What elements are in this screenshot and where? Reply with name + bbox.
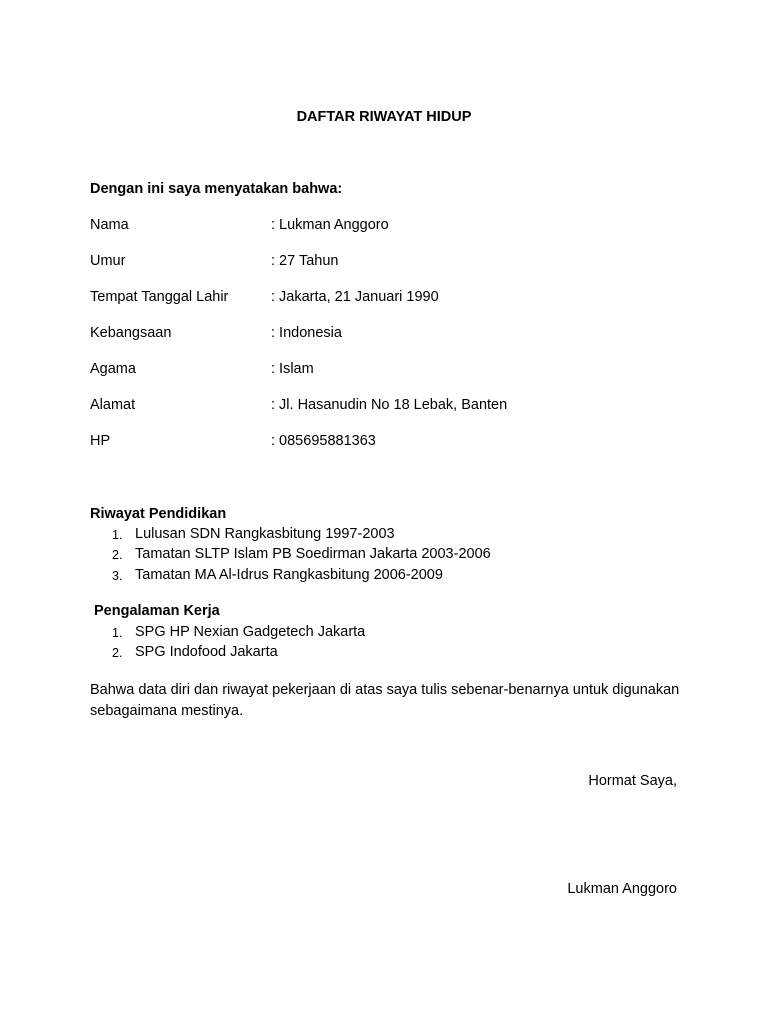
field-value-hp: : 085695881363 (271, 433, 376, 449)
closing-salutation: Hormat Saya, (588, 773, 677, 789)
work-heading: Pengalaman Kerja (94, 603, 220, 619)
list-item-number: 1. (112, 528, 123, 542)
field-label-ttl: Tempat Tanggal Lahir (90, 289, 229, 305)
field-label-alamat: Alamat (90, 397, 136, 413)
list-item-number: 2. (112, 646, 123, 660)
field-value-ttl: : Jakarta, 21 Januari 1990 (271, 289, 439, 305)
field-value-agama: : Islam (271, 361, 314, 377)
list-item-number: 1. (112, 626, 123, 640)
work-item: SPG Indofood Jakarta (135, 644, 278, 660)
field-value-umur: : 27 Tahun (271, 253, 339, 269)
work-item: SPG HP Nexian Gadgetech Jakarta (135, 624, 366, 640)
education-heading: Riwayat Pendidikan (90, 506, 227, 522)
field-label-umur: Umur (90, 253, 126, 269)
field-value-alamat: : Jl. Hasanudin No 18 Lebak, Banten (271, 397, 508, 413)
intro-statement: Dengan ini saya menyatakan bahwa: (90, 181, 343, 197)
education-item: Lulusan SDN Rangkasbitung 1997-2003 (135, 526, 395, 542)
field-label-nama: Nama (90, 217, 129, 233)
closing-statement: Bahwa data diri dan riwayat pekerjaan di atas saya tulis sebenar-benarnya untuk digunakan sebagaimana mestinya. (90, 682, 680, 719)
list-item-number: 3. (112, 569, 123, 583)
field-value-nama: : Lukman Anggoro (271, 217, 389, 233)
education-item: Tamatan SLTP Islam PB Soedirman Jakarta 2003-2006 (135, 546, 491, 562)
education-item: Tamatan MA Al-Idrus Rangkasbitung 2006-2009 (135, 567, 443, 583)
list-item-number: 2. (112, 548, 123, 562)
field-label-hp: HP (90, 433, 111, 449)
field-label-agama: Agama (90, 361, 136, 377)
signature-name: Lukman Anggoro (567, 881, 677, 897)
field-label-kebangsaan: Kebangsaan (90, 325, 172, 341)
document-title: DAFTAR RIWAYAT HIDUP (296, 109, 472, 125)
field-value-kebangsaan: : Indonesia (271, 325, 342, 341)
